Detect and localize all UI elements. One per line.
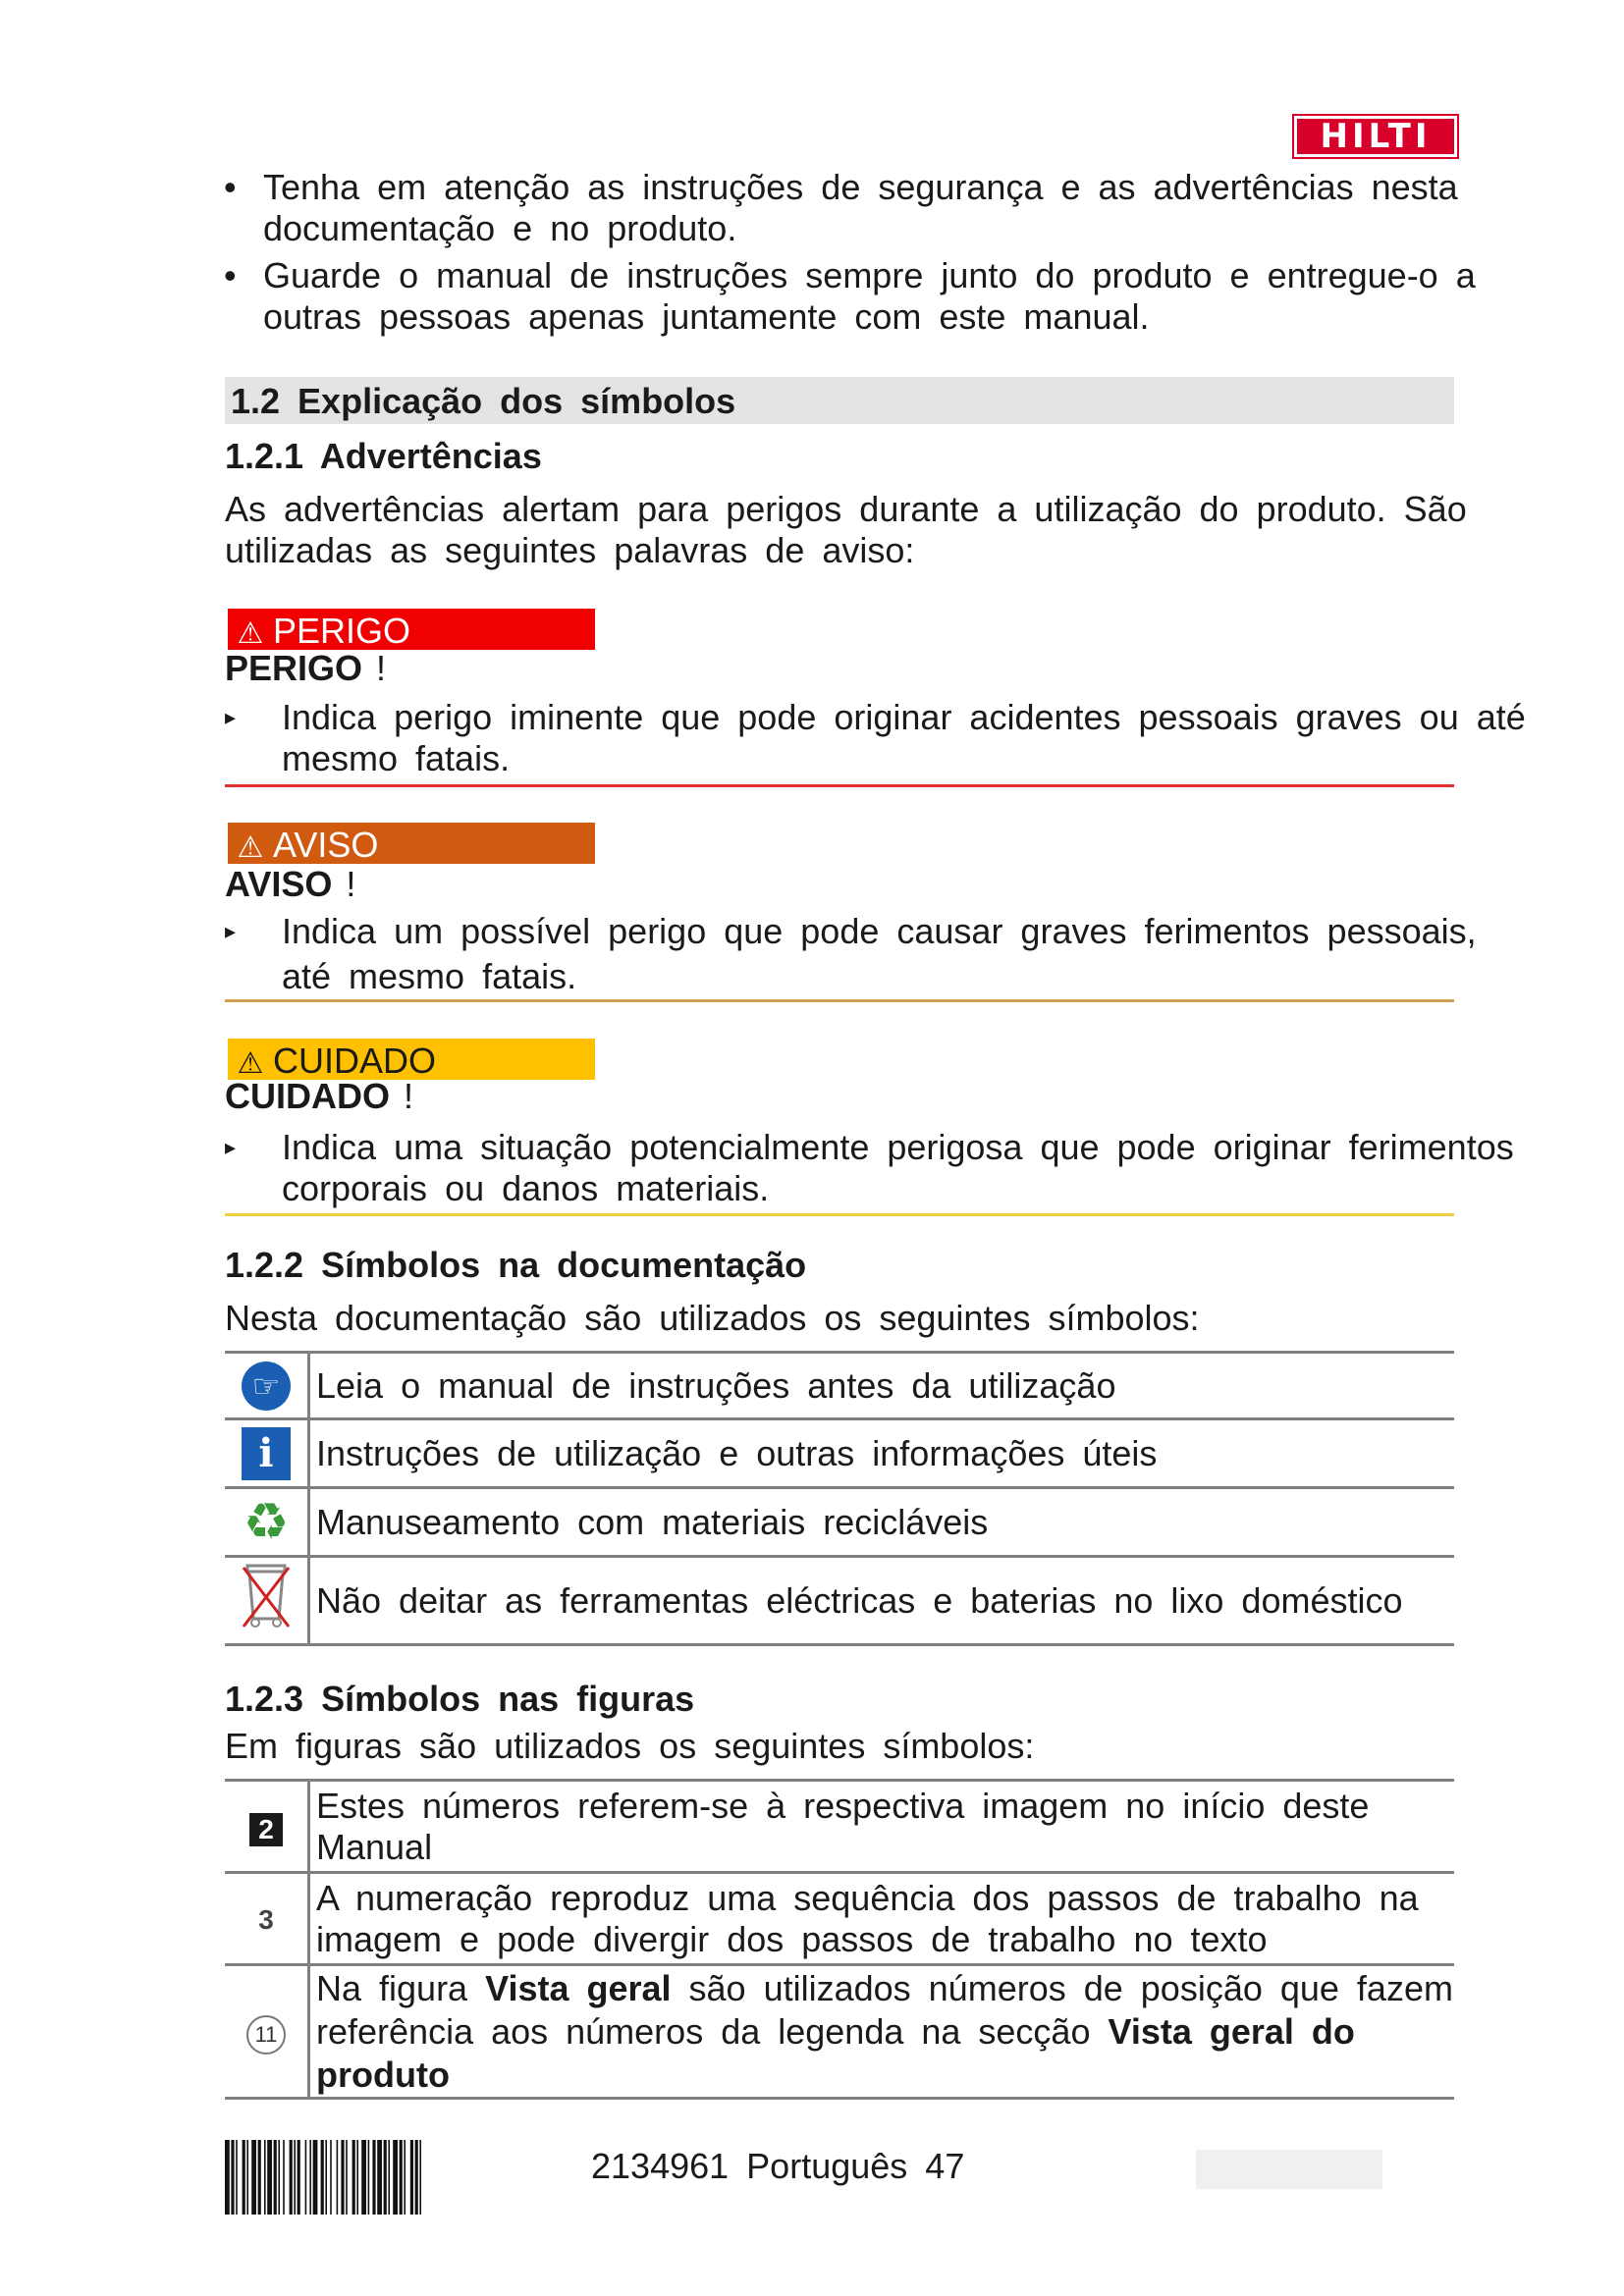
paragraph: Em figuras são utilizados os seguintes símbolos:	[225, 1726, 1035, 1766]
barcode-bar	[400, 2140, 403, 2215]
bullet-text: Tenha em atenção as instruções de segurança e as advertências nesta documentação e no produto.	[263, 167, 1458, 248]
bold-term: Vista geral do produto	[316, 2010, 1355, 2095]
bullet-dot: •	[224, 167, 237, 207]
warning-text: Indica uma situação potencialmente perigosa que pode originar ferimentos corporais ou danos materiais.	[282, 1127, 1514, 1208]
warning-triangle-icon: ⚠	[237, 1047, 264, 1080]
section-title: 1.2 Explicação dos símbolos	[225, 377, 1454, 424]
icon-cell	[225, 1965, 309, 2099]
subsection-heading: 1.2.2 Símbolos na documentação	[225, 1245, 807, 1285]
barcode-bar	[377, 2140, 382, 2215]
warning-triangle-icon: ⚠	[237, 831, 264, 864]
warning-description	[225, 1127, 1541, 1209]
table-row	[225, 1353, 1454, 1419]
table-cell: Não deitar as ferramentas eléctricas e baterias no lixo doméstico	[309, 1557, 1455, 1645]
barcode	[225, 2140, 561, 2215]
barcode-bar	[410, 2140, 413, 2215]
signal-word: CUIDADO	[273, 1041, 437, 1081]
barcode-bar	[274, 2140, 277, 2215]
text-run: são utilizados números de posição que fazem referência aos números da legenda na secção	[316, 1967, 1453, 2052]
bold-term: Vista geral	[485, 1967, 672, 2008]
figure-number-icon: 2	[249, 1813, 283, 1846]
icon-cell	[225, 1781, 309, 1873]
signal-word-heading	[225, 648, 386, 689]
subsection-heading: 1.2.3 Símbolos nas figuras	[225, 1679, 695, 1719]
signal-word: AVISO	[273, 825, 379, 865]
arrow-bullet: ▸	[225, 1135, 237, 1159]
signal-word-text: PERIGO	[225, 648, 363, 688]
barcode-bar	[236, 2140, 238, 2215]
barcode-bar	[305, 2140, 307, 2215]
signal-word-text: AVISO	[225, 864, 333, 904]
barcode-bar	[415, 2140, 418, 2215]
exclamation: !	[404, 1076, 414, 1116]
arrow-bullet: ▸	[225, 919, 237, 943]
table-cell	[309, 1965, 1455, 2099]
hilti-logo: HILTI	[1294, 116, 1457, 157]
barcode-bar	[384, 2140, 387, 2215]
warning-description	[225, 909, 1541, 997]
bullet-dot: •	[224, 255, 237, 295]
footer-language: Português	[746, 2146, 908, 2186]
barcode-bar	[361, 2140, 366, 2215]
warning-triangle-icon: ⚠	[237, 617, 264, 650]
barcode-bar	[258, 2140, 261, 2215]
barcode-bar	[243, 2140, 245, 2215]
table-cell: Instruções de utilização e outras informações úteis	[309, 1419, 1455, 1488]
text-run: Na figura	[316, 1967, 486, 2008]
barcode-bar	[283, 2140, 285, 2215]
icon-cell	[225, 1419, 309, 1488]
barcode-bar	[298, 2140, 300, 2215]
barcode-bar	[325, 2140, 327, 2215]
barcode-bar	[404, 2140, 406, 2215]
barcode-bar	[346, 2140, 348, 2215]
table-cell: Estes números referem-se à respectiva imagem no início deste Manual	[309, 1781, 1455, 1873]
table-row	[225, 1965, 1454, 2099]
barcode-bar	[290, 2140, 293, 2215]
icon-cell	[225, 1873, 309, 1965]
barcode-bar	[267, 2140, 272, 2215]
table-row	[225, 1488, 1454, 1557]
exclamation: !	[376, 648, 387, 688]
barcode-bar	[393, 2140, 398, 2215]
icon-cell	[225, 1353, 309, 1419]
caution-signal-panel	[228, 1039, 595, 1080]
step-number-icon: 3	[258, 1904, 274, 1935]
page-number: 47	[925, 2146, 965, 2186]
barcode-bar	[246, 2140, 248, 2215]
icon-cell	[225, 1488, 309, 1557]
table-cell: Leia o manual de instruções antes da utilização	[309, 1353, 1455, 1419]
intro-bullet	[224, 167, 1579, 249]
recycle-icon: ♻	[243, 1493, 290, 1551]
barcode-bar	[356, 2140, 358, 2215]
bullet-text: Guarde o manual de instruções sempre junto do produto e entregue-o a outras pessoas apenas juntamente com este manual.	[263, 255, 1476, 337]
footer	[591, 2146, 964, 2187]
barcode-bar	[388, 2140, 390, 2215]
arrow-bullet: ▸	[225, 705, 237, 729]
barcode-bar	[264, 2140, 266, 2215]
read-manual-icon: ☞	[242, 1362, 291, 1411]
barcode-bar	[368, 2140, 370, 2215]
table-cell: A numeração reproduz uma sequência dos passos de trabalho na imagem e pode divergir dos passos de trabalho no texto	[309, 1873, 1455, 1965]
caution-rule	[225, 1213, 1454, 1216]
info-icon: i	[242, 1427, 291, 1480]
signal-word-text: CUIDADO	[225, 1076, 390, 1116]
intro-bullet	[224, 255, 1579, 338]
table-row	[225, 1419, 1454, 1488]
warning-signal-panel	[228, 823, 595, 864]
doc-symbols-table	[225, 1351, 1454, 1646]
figure-symbols-table	[225, 1779, 1454, 2100]
warning-rule	[225, 999, 1454, 1002]
barcode-bar	[231, 2140, 234, 2215]
barcode-bar	[294, 2140, 296, 2215]
paragraph: Nesta documentação são utilizados os seguintes símbolos:	[225, 1298, 1200, 1338]
barcode-bar	[419, 2140, 421, 2215]
footer-placeholder-box	[1196, 2150, 1382, 2189]
table-row	[225, 1781, 1454, 1873]
doc-number: 2134961	[591, 2146, 730, 2186]
signal-word-heading	[225, 864, 355, 905]
barcode-bar	[225, 2140, 230, 2215]
barcode-bar	[321, 2140, 324, 2215]
table-cell: Manuseamento com materiais recicláveis	[309, 1488, 1455, 1557]
barcode-bar	[251, 2140, 256, 2215]
signal-word: PERIGO	[273, 611, 411, 651]
barcode-bar	[341, 2140, 344, 2215]
warning-text: Indica perigo iminente que pode originar acidentes pessoais graves ou até mesmo fatais.	[282, 697, 1526, 778]
barcode-bar	[352, 2140, 355, 2215]
subsection-heading: 1.2.1 Advertências	[225, 436, 542, 476]
warning-description	[225, 697, 1541, 779]
table-row	[225, 1873, 1454, 1965]
position-number-icon: 11	[246, 2015, 286, 2055]
danger-signal-panel	[228, 609, 595, 650]
table-row	[225, 1557, 1454, 1645]
barcode-bar	[372, 2140, 375, 2215]
paragraph: As advertências alertam para perigos durante a utilização do produto. São utilizadas as seguintes palavras de aviso:	[225, 489, 1467, 570]
barcode-bar	[309, 2140, 311, 2215]
icon-cell	[225, 1557, 309, 1645]
crossed-bin-icon	[240, 1562, 293, 1630]
barcode-bar	[278, 2140, 280, 2215]
danger-rule	[225, 784, 1454, 787]
barcode-bar	[337, 2140, 339, 2215]
exclamation: !	[346, 864, 356, 904]
signal-word-heading	[225, 1076, 413, 1117]
barcode-bar	[313, 2140, 318, 2215]
barcode-bar	[330, 2140, 332, 2215]
warning-text: Indica um possível perigo que pode causar graves ferimentos pessoais, até mesmo fatais.	[282, 911, 1477, 996]
